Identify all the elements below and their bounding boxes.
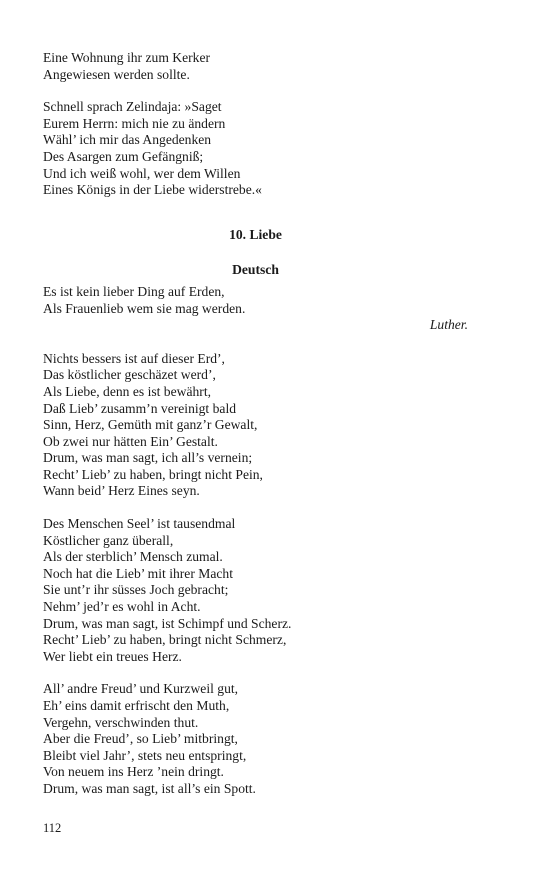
verse-line: Aber die Freud’, so Lieb’ mitbringt, — [43, 731, 238, 747]
motto-line: Es ist kein lieber Ding auf Erden, — [43, 283, 225, 299]
verse-line: Ob zwei nur hätten Ein’ Gestalt. — [43, 433, 218, 449]
verse-line: Drum, was man sagt, ist Schimpf und Scherz. — [43, 615, 292, 631]
verse-line: Sie unt’r ihr süsses Joch gebracht; — [43, 582, 229, 598]
verse-line: Vergehn, verschwinden thut. — [43, 714, 199, 730]
verse-line: Wer liebt ein treues Herz. — [43, 648, 182, 664]
verse-line: Eh’ eins damit erfrischt den Muth, — [43, 698, 230, 713]
verse-line: Des Asargen zum Gefängniß; — [43, 148, 204, 164]
verse-line: Noch hat die Lieb’ mit ihrer Macht — [43, 565, 233, 581]
verse-line: Angewiesen werden sollte. — [43, 66, 190, 82]
verse-line: All’ andre Freud’ und Kurzweil gut, — [43, 681, 239, 697]
verse-line: Recht’ Lieb’ zu haben, bringt nicht Schmerz, — [43, 632, 287, 648]
page-body — [43, 50, 473, 814]
verse-line: Drum, was man sagt, ist all’s ein Spott. — [43, 780, 256, 796]
verse-line: Als Liebe, denn es ist bewährt, — [43, 383, 211, 399]
poem-stanza-3 — [43, 681, 473, 797]
poem-stanza-2 — [43, 516, 473, 665]
verse-line: Drum, was man sagt, ich all’s vernein; — [43, 450, 253, 466]
verse-line: Wann beid’ Herz Eines seyn. — [43, 483, 200, 499]
verse-line: Und ich weiß wohl, wer dem Willen — [43, 165, 241, 181]
motto-attribution: Luther. — [429, 317, 468, 333]
verse-line: Köstlicher ganz überall, — [43, 532, 174, 548]
verse-line: Nehm’ jed’r es wohl in Acht. — [43, 599, 201, 615]
verse-line: Schnell sprach Zelindaja: »Saget — [43, 99, 222, 115]
section-title: 10. Liebe — [229, 226, 282, 242]
verse-line: Das köstlicher geschäzet werd’, — [43, 367, 216, 383]
verse-line: Von neuem ins Herz ’nein dringt. — [43, 764, 224, 780]
verse-line: Bleibt viel Jahr’, stets neu entspringt, — [43, 747, 247, 763]
verse-line: Recht’ Lieb’ zu haben, bringt nicht Pein, — [43, 466, 263, 482]
poem-stanza-1 — [43, 351, 473, 500]
verse-line: Wähl’ ich mir das Angedenken — [43, 132, 212, 148]
verse-line: Des Menschen Seel’ ist tausendmal — [43, 516, 236, 532]
verse-line: Eine Wohnung ihr zum Kerker — [43, 50, 211, 65]
verse-line: Sinn, Herz, Gemüth mit ganz’r Gewalt, — [43, 417, 258, 433]
page-number: 112 — [43, 821, 62, 835]
stanza-intro-b — [43, 99, 473, 199]
stanza-intro-a — [43, 50, 473, 83]
section-subtitle: Deutsch — [232, 262, 279, 278]
verse-line: Daß Lieb’ zusamm’n vereinigt bald — [43, 400, 237, 416]
verse-line: Eurem Herrn: mich nie zu ändern — [43, 115, 226, 131]
motto — [43, 284, 473, 317]
verse-line: Eines Königs in der Liebe widerstrebe.« — [43, 182, 262, 198]
motto-line: Als Frauenlieb wem sie mag werden. — [43, 300, 246, 316]
verse-line: Als der sterblich’ Mensch zumal. — [43, 549, 223, 565]
verse-line: Nichts bessers ist auf dieser Erd’, — [43, 350, 225, 366]
